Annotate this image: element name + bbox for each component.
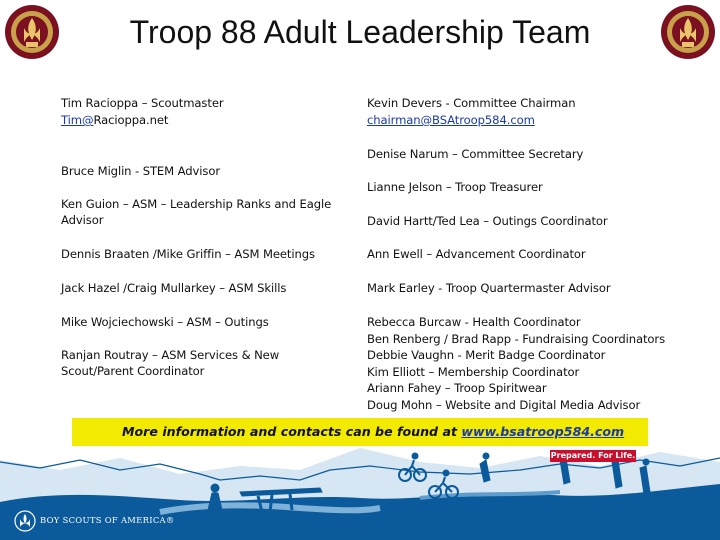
asm-meetings: Dennis Braaten /Mike Griffin – ASM Meetings xyxy=(61,247,315,261)
committee-secretary: Denise Narum – Committee Secretary xyxy=(367,147,584,161)
bsa-fleur-de-lis-icon xyxy=(14,510,36,532)
outings-coordinator: David Hartt/Ted Lea – Outings Coordinator xyxy=(367,214,608,228)
coordinator-line: Rebecca Burcaw - Health Coordinator xyxy=(367,315,581,329)
banner-text: More information and contacts can be found at xyxy=(122,424,462,439)
scoutmaster-name: Tim Racioppa – Scoutmaster xyxy=(61,96,224,110)
coordinator-line: Ariann Fahey – Troop Spiritwear xyxy=(367,381,547,396)
scoutmaster-email xyxy=(61,112,168,129)
page-title: Troop 88 Adult Leadership Team xyxy=(129,14,591,50)
leadership-ranks-asm-line2: Advisor xyxy=(61,213,104,227)
coordinator-line: Debbie Vaughn - Merit Badge Coordinator xyxy=(367,348,606,363)
bsa-wordmark xyxy=(40,515,175,525)
stem-advisor: Bruce Miglin - STEM Advisor xyxy=(61,164,221,178)
prepared-for-life-tagline: Prepared. For Life. xyxy=(550,451,636,460)
website-link[interactable]: www.bsatroop584.com xyxy=(461,424,625,439)
asm-services-line1: Ranjan Routray – ASM Services & New xyxy=(61,348,280,362)
coordinator-line: Ben Renberg / Brad Rapp - Fundraising Coordinators xyxy=(367,331,666,346)
committee-chairman: Kevin Devers - Committee Chairman xyxy=(367,96,576,110)
asm-outings: Mike Wojciechowski – ASM – Outings xyxy=(61,315,269,329)
bsa-wordmark-text: BOY SCOUTS OF AMERICA xyxy=(40,515,166,525)
scoutmaster-email-link[interactable]: Tim@ xyxy=(61,113,94,127)
asm-skills: Jack Hazel /Craig Mullarkey – ASM Skills xyxy=(61,281,287,295)
troop-treasurer: Lianne Jelson – Troop Treasurer xyxy=(367,180,543,194)
bsa-wordmark-mark: ® xyxy=(165,515,175,525)
asm-services-line2: Scout/Parent Coordinator xyxy=(61,364,205,378)
info-banner xyxy=(72,418,648,446)
scoutmaster-email-domain: Racioppa.net xyxy=(93,113,169,127)
coordinator-line: Kim Elliott – Membership Coordinator xyxy=(367,364,580,379)
coordinator-line: Doug Mohn – Website and Digital Media Advisor xyxy=(367,398,641,412)
advancement-coordinator: Ann Ewell – Advancement Coordinator xyxy=(367,247,586,261)
leadership-ranks-asm-line1: Ken Guion – ASM – Leadership Ranks and Eagle xyxy=(61,197,332,211)
chairman-email-link[interactable]: chairman@BSAtroop584.com xyxy=(367,113,535,127)
quartermaster-advisor: Mark Earley - Troop Quartermaster Advisor xyxy=(367,281,611,295)
